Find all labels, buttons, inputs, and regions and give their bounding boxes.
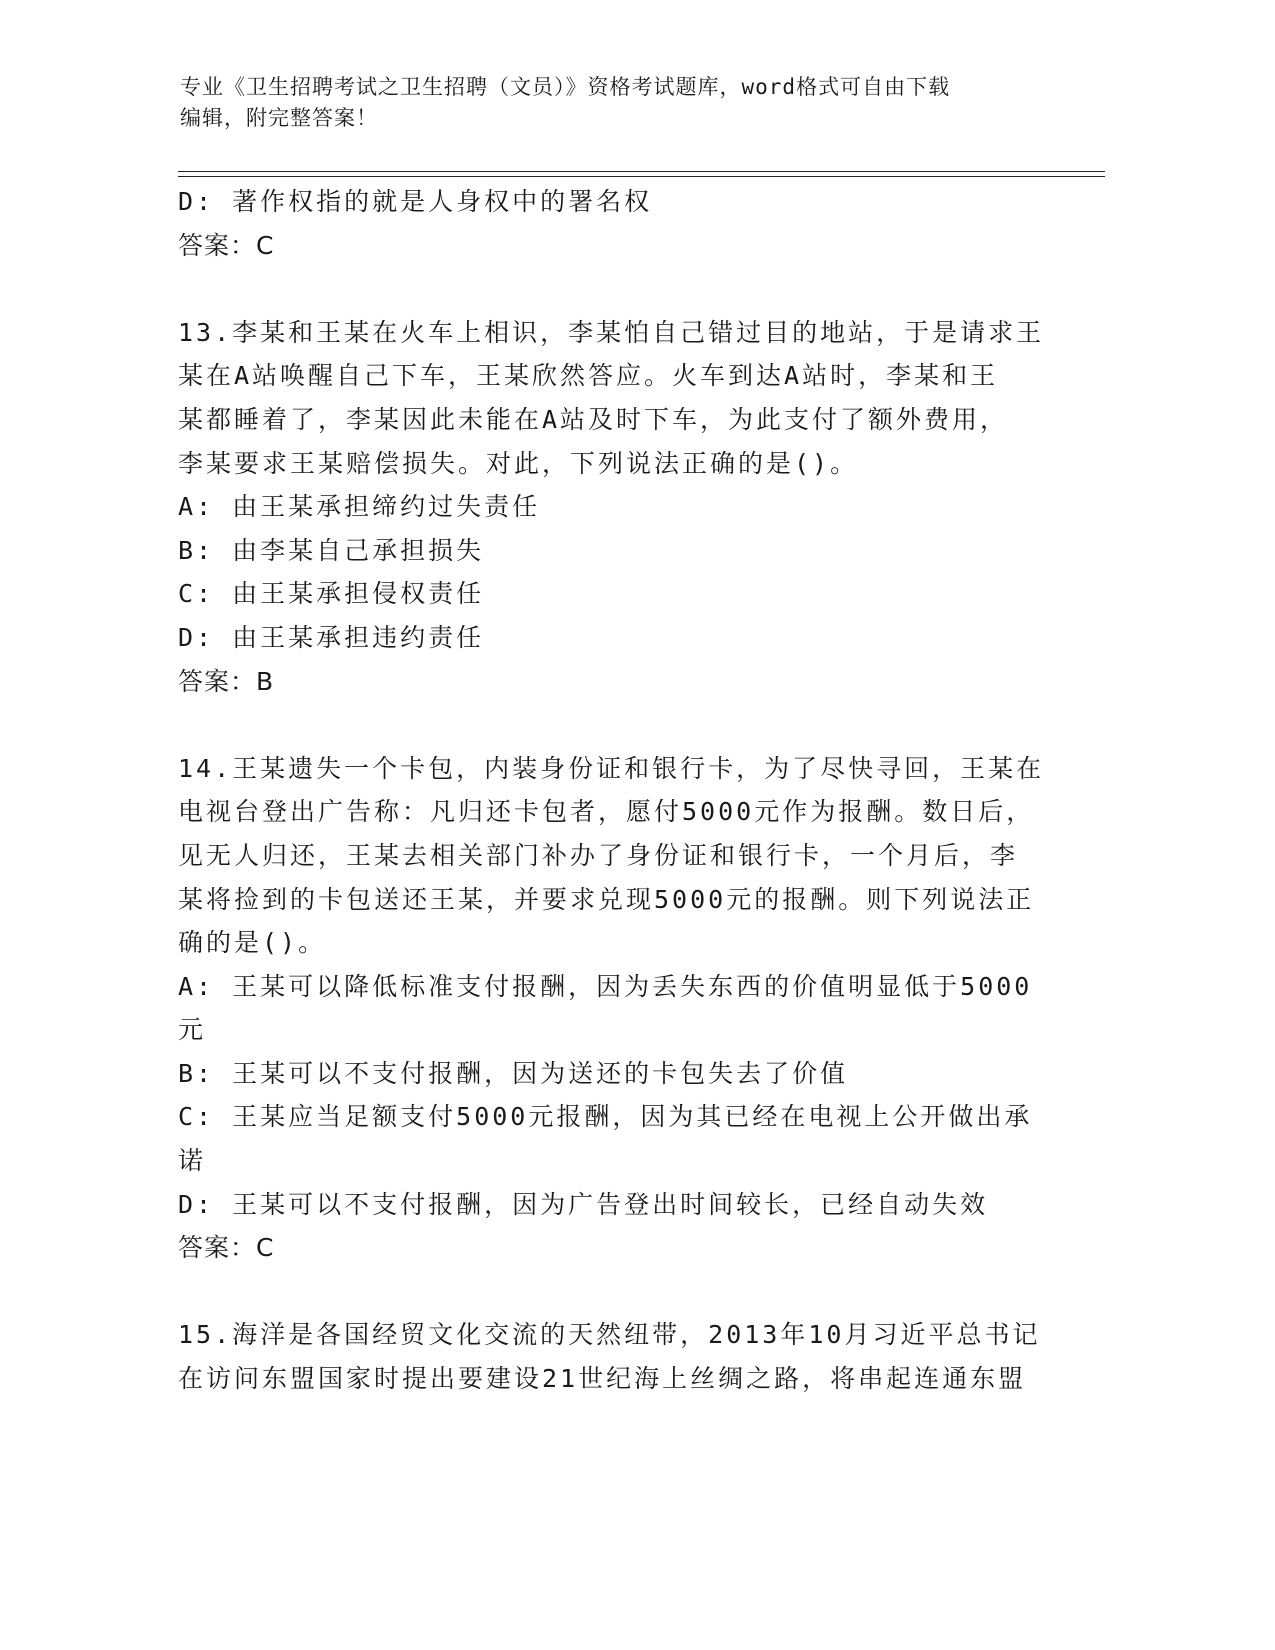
question-text-line: 14.王某遗失一个卡包，内装身份证和银行卡，为了尽快寻回，王某在 bbox=[178, 753, 1045, 783]
option-a-continued: 元 bbox=[178, 1015, 207, 1045]
header-line-1: 专业《卫生招聘考试之卫生招聘（文员）》资格考试题库，word格式可自由下载 bbox=[180, 75, 951, 99]
question-text-line: 某在A站唤醒自己下车，王某欣然答应。火车到达A站时，李某和王 bbox=[178, 361, 999, 391]
spacer bbox=[178, 1270, 1038, 1314]
question-15 bbox=[178, 1313, 1041, 1400]
question-text-line: 电视台登出广告称：凡归还卡包者，愿付5000元作为报酬。数日后， bbox=[178, 797, 1035, 827]
header-line-2: 编辑，附完整答案！ bbox=[180, 106, 378, 130]
question-text-line: 15.海洋是各国经贸文化交流的天然纽带，2013年10月习近平总书记 bbox=[178, 1320, 1041, 1350]
page-header bbox=[180, 72, 1060, 134]
option-a: A: 王某可以降低标准支付报酬，因为丢失东西的价值明显低于5000 bbox=[178, 971, 1033, 1001]
option-b: B: 由李某自己承担损失 bbox=[178, 535, 485, 565]
header-divider-top bbox=[178, 171, 1105, 172]
option-c: C: 由王某承担侵权责任 bbox=[178, 579, 485, 609]
option-c: C: 王某应当足额支付5000元报酬，因为其已经在电视上公开做出承 bbox=[178, 1102, 1033, 1132]
question-text-line: 某都睡着了，李某因此未能在A站及时下车，为此支付了额外费用， bbox=[178, 404, 1009, 434]
question-13 bbox=[178, 311, 1045, 703]
option-d: D: 由王某承担违约责任 bbox=[178, 622, 485, 652]
answer-line: 答案：C bbox=[178, 1233, 275, 1263]
question-text-line: 见无人归还，王某去相关部门补办了身份证和银行卡，一个月后，李 bbox=[178, 840, 1019, 870]
question-text-line: 在访问东盟国家时提出要建设21世纪海上丝绸之路，将串起连通东盟 bbox=[178, 1364, 1027, 1394]
spacer bbox=[178, 703, 1038, 747]
question-text-line: 某将捡到的卡包送还王某，并要求兑现5000元的报酬。则下列说法正 bbox=[178, 884, 1035, 914]
option-d: D: 王某可以不支付报酬，因为广告登出时间较长，已经自动失效 bbox=[178, 1189, 989, 1219]
answer-line: 答案：B bbox=[178, 666, 275, 696]
question-text-line: 13.李某和王某在火车上相识，李某怕自己错过目的地站，于是请求王 bbox=[178, 317, 1045, 347]
option-d: D: 著作权指的就是人身权中的署名权 bbox=[178, 187, 653, 216]
header-divider-bottom bbox=[178, 176, 1105, 177]
question-text-line: 李某要求王某赔偿损失。对此，下列说法正确的是()。 bbox=[178, 448, 859, 478]
question-14 bbox=[178, 747, 1045, 1270]
answer-line: 答案：C bbox=[178, 230, 275, 260]
previous-question-tail bbox=[178, 180, 1038, 267]
option-b: B: 王某可以不支付报酬，因为送还的卡包失去了价值 bbox=[178, 1058, 849, 1088]
option-a: A: 由王某承担缔约过失责任 bbox=[178, 492, 541, 522]
spacer bbox=[178, 267, 1038, 311]
question-content bbox=[178, 180, 1045, 1401]
question-text-line: 确的是()。 bbox=[178, 928, 327, 958]
option-c-continued: 诺 bbox=[178, 1146, 207, 1176]
